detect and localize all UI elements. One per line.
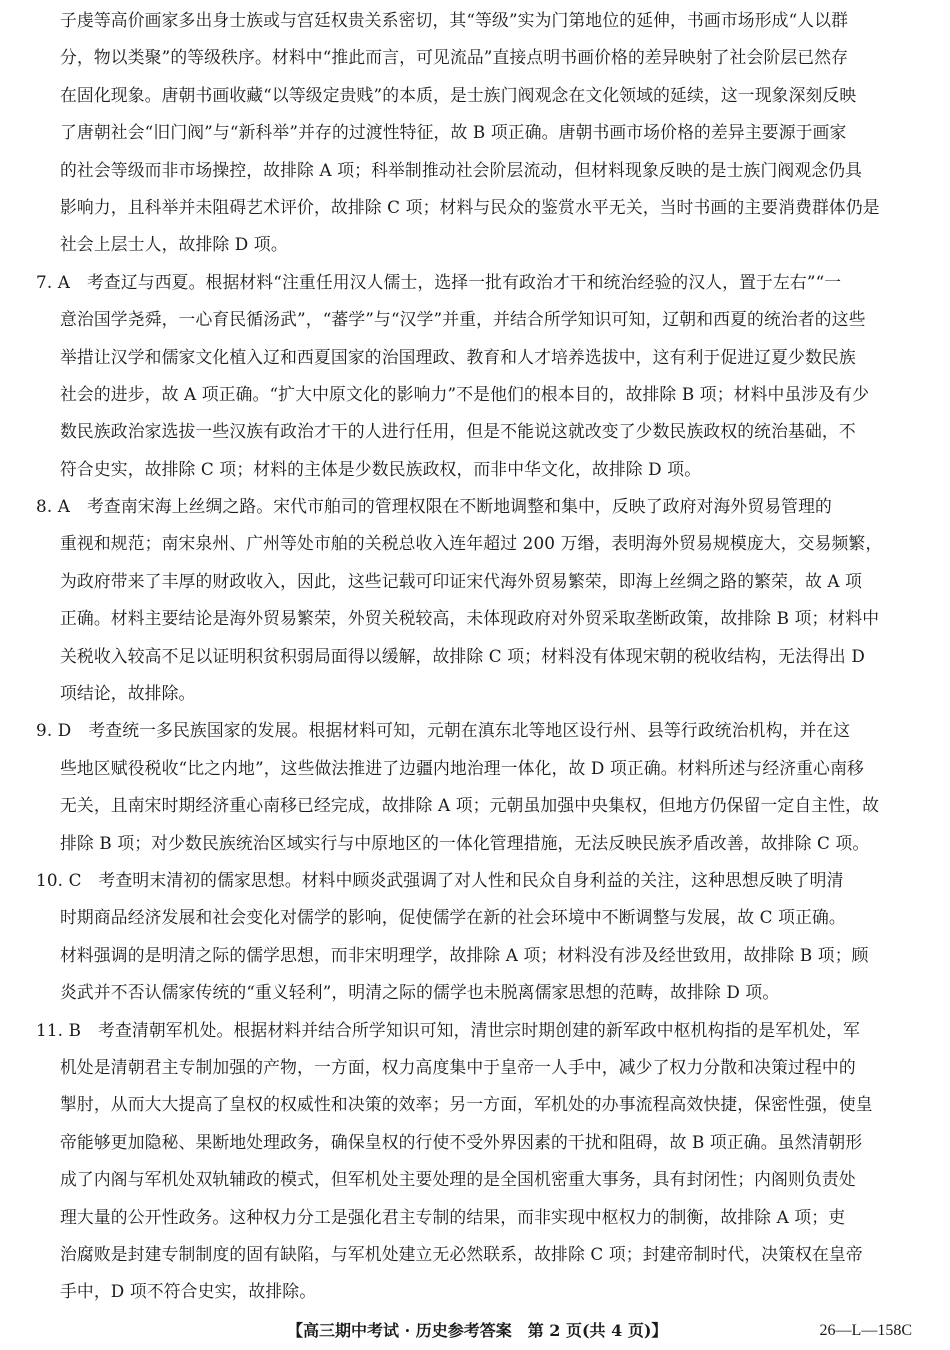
- text-line: 为政府带来了丰厚的财政收入，因此，这些记载可印证宋代海外贸易繁荣，即海上丝绸之路的繁荣，故 A 项: [60, 570, 863, 591]
- text-line: 炎武并不否认儒家传统的“重义轻利”，明清之际的儒学也未脱离儒家思想的范畴，故排除 D 项。: [60, 982, 780, 1003]
- answer-paragraph-10: [36, 862, 912, 1012]
- text-line: 在固化现象。唐朝书画收藏“以等级定贵贱”的本质，是士族门阀观念在文化领域的延续，这一现象深刻反映: [60, 84, 857, 105]
- page-footer: [0, 1318, 950, 1344]
- text-line: 社会上层士人，故排除 D 项。: [60, 234, 288, 255]
- text-line: 影响力，且科举并未阻碍艺术评价，故排除 C 项；材料与民众的鉴赏水平无关，当时书画的主要消费群体仍是: [60, 196, 880, 217]
- question-header-line: 11. B 考查清朝军机处。根据材料并结合所学知识可知，清世宗时期创建的新军政中枢机构指的是军机处，军: [36, 1019, 860, 1040]
- text-line: 意治国学尧舜，一心育民循汤武”，“蕃学”与“汉学”并重，并结合所学知识可知，辽朝和西夏的统治者的这些: [60, 309, 866, 330]
- question-header-line: 7. A 考查辽与西夏。根据材料“注重任用汉人儒士，选择一批有政治才干和统治经验的汉人，置于左右”“一: [36, 271, 842, 292]
- text-line: 材料强调的是明清之际的儒学思想，而非宋明理学，故排除 A 项；材料没有涉及经世致用，故排除 B 项；顾: [60, 944, 869, 965]
- question-header-line: 9. D 考查统一多民族国家的发展。根据材料可知，元朝在滇东北等地区设行州、县等行政统治机构，并在这: [36, 720, 851, 741]
- text-line: 举措让汉学和儒家文化植入辽和西夏国家的治国理政、教育和人才培养选拔中，这有利于促进辽夏少数民族: [60, 346, 856, 367]
- answer-paragraph-6-continued: [60, 2, 912, 264]
- text-line: 社会的进步，故 A 项正确。“扩大中原文化的影响力”不是他们的根本目的，故排除 B 项；材料中虽涉及有少: [60, 383, 870, 404]
- text-line: 时期商品经济发展和社会变化对儒学的影响，促使儒学在新的社会环境中不断调整与发展，故 C 项正确。: [60, 907, 846, 928]
- answer-paragraph-8: [36, 488, 912, 712]
- text-line: 治腐败是封建专制制度的固有缺陷，与军机处建立无必然联系，故排除 C 项；封建帝制时代，决策权在皇帝: [60, 1243, 863, 1264]
- text-line: 的社会等级而非市场操控，故排除 A 项；科举制推动社会阶层流动，但材料现象反映的是士族门阀观念仍具: [60, 159, 863, 180]
- text-line: 手中，D 项不符合史实，故排除。: [60, 1281, 317, 1302]
- answer-paragraph-7: [36, 264, 912, 488]
- text-line: 无关，且南宋时期经济重心南移已经完成，故排除 A 项；元朝虽加强中央集权，但地方仍保留一定自主性，故: [60, 795, 880, 816]
- answer-content: [36, 2, 912, 1311]
- text-line: 分，物以类聚”的等级秩序。材料中“推此而言，可见流品”直接点明书画价格的差异映射了社会阶层已然存: [60, 47, 849, 68]
- text-line: 了唐朝社会“旧门阀”与“新科举”并存的过渡性特征，故 B 项正确。唐朝书画市场价格的差异主要源于画家: [60, 122, 847, 143]
- text-line: 排除 B 项；对少数民族统治区域实行与中原地区的一体化管理措施，无法反映民族矛盾改善，故排除 C 项。: [60, 832, 870, 853]
- footer-title: 【高三期中考试 · 历史参考答案 第 2 页(共 4 页)】: [287, 1321, 668, 1340]
- answer-paragraph-11: [36, 1012, 912, 1311]
- text-line: 机处是清朝君主专制加强的产物，一方面，权力高度集中于皇帝一人手中，减少了权力分散和决策过程中的: [60, 1056, 856, 1077]
- text-line: 关税收入较高不足以证明积贫积弱局面得以缓解，故排除 C 项；材料没有体现宋朝的税收结构，无法得出 D: [60, 645, 865, 666]
- text-line: 符合史实，故排除 C 项；材料的主体是少数民族政权，而非中华文化，故排除 D 项。: [60, 458, 702, 479]
- text-line: 些地区赋役税收“比之内地”，这些做法推进了边疆内地治理一体化，故 D 项正确。材料所述与经济重心南移: [60, 757, 864, 778]
- text-line: 掣肘，从而大大提高了皇权的权威性和决策的效率；另一方面，军机处的办事流程高效快捷，保密性强，使皇: [60, 1094, 873, 1115]
- text-line: 帝能够更加隐秘、果断地处理政务，确保皇权的行使不受外界因素的干扰和阻碍，故 B 项正确。虽然清朝形: [60, 1131, 863, 1152]
- answer-paragraph-9: [36, 712, 912, 862]
- text-line: 数民族政治家选拔一些汉族有政治才干的人进行任用，但是不能说这就改变了少数民族政权的统治基础，不: [60, 421, 856, 442]
- text-line: 重视和规范；南宋泉州、广州等处市舶的关税总收入连年超过 200 万缗，表明海外贸易规模庞大，交易频繁，: [60, 533, 883, 554]
- text-line: 正确。材料主要结论是海外贸易繁荣，外贸关税较高，未体现政府对外贸采取垄断政策，故排除 B 项；材料中: [60, 608, 880, 629]
- question-header-line: 10. C 考查明末清初的儒家思想。材料中顾炎武强调了对人性和民众自身利益的关注，这种思想反映了明清: [36, 869, 844, 890]
- question-header-line: 8. A 考查南宋海上丝绸之路。宋代市舶司的管理权限在不断地调整和集中，反映了政府对海外贸易管理的: [36, 496, 832, 517]
- text-line: 理大量的公开性政务。这种权力分工是强化君主专制的结果，而非实现中枢权力的制衡，故排除 A 项；吏: [60, 1206, 846, 1227]
- footer-code: 26—L—158C: [819, 1322, 912, 1339]
- text-line: 成了内阁与军机处双轨辅政的模式，但军机处主要处理的是全国机密重大事务，具有封闭性；内阁则负责处: [60, 1169, 856, 1190]
- text-line: 项结论，故排除。: [60, 683, 196, 704]
- text-line: 子虔等高价画家多出身士族或与宫廷权贵关系密切，其“等级”实为门第地位的延伸，书画市场形成“人以群: [60, 10, 849, 30]
